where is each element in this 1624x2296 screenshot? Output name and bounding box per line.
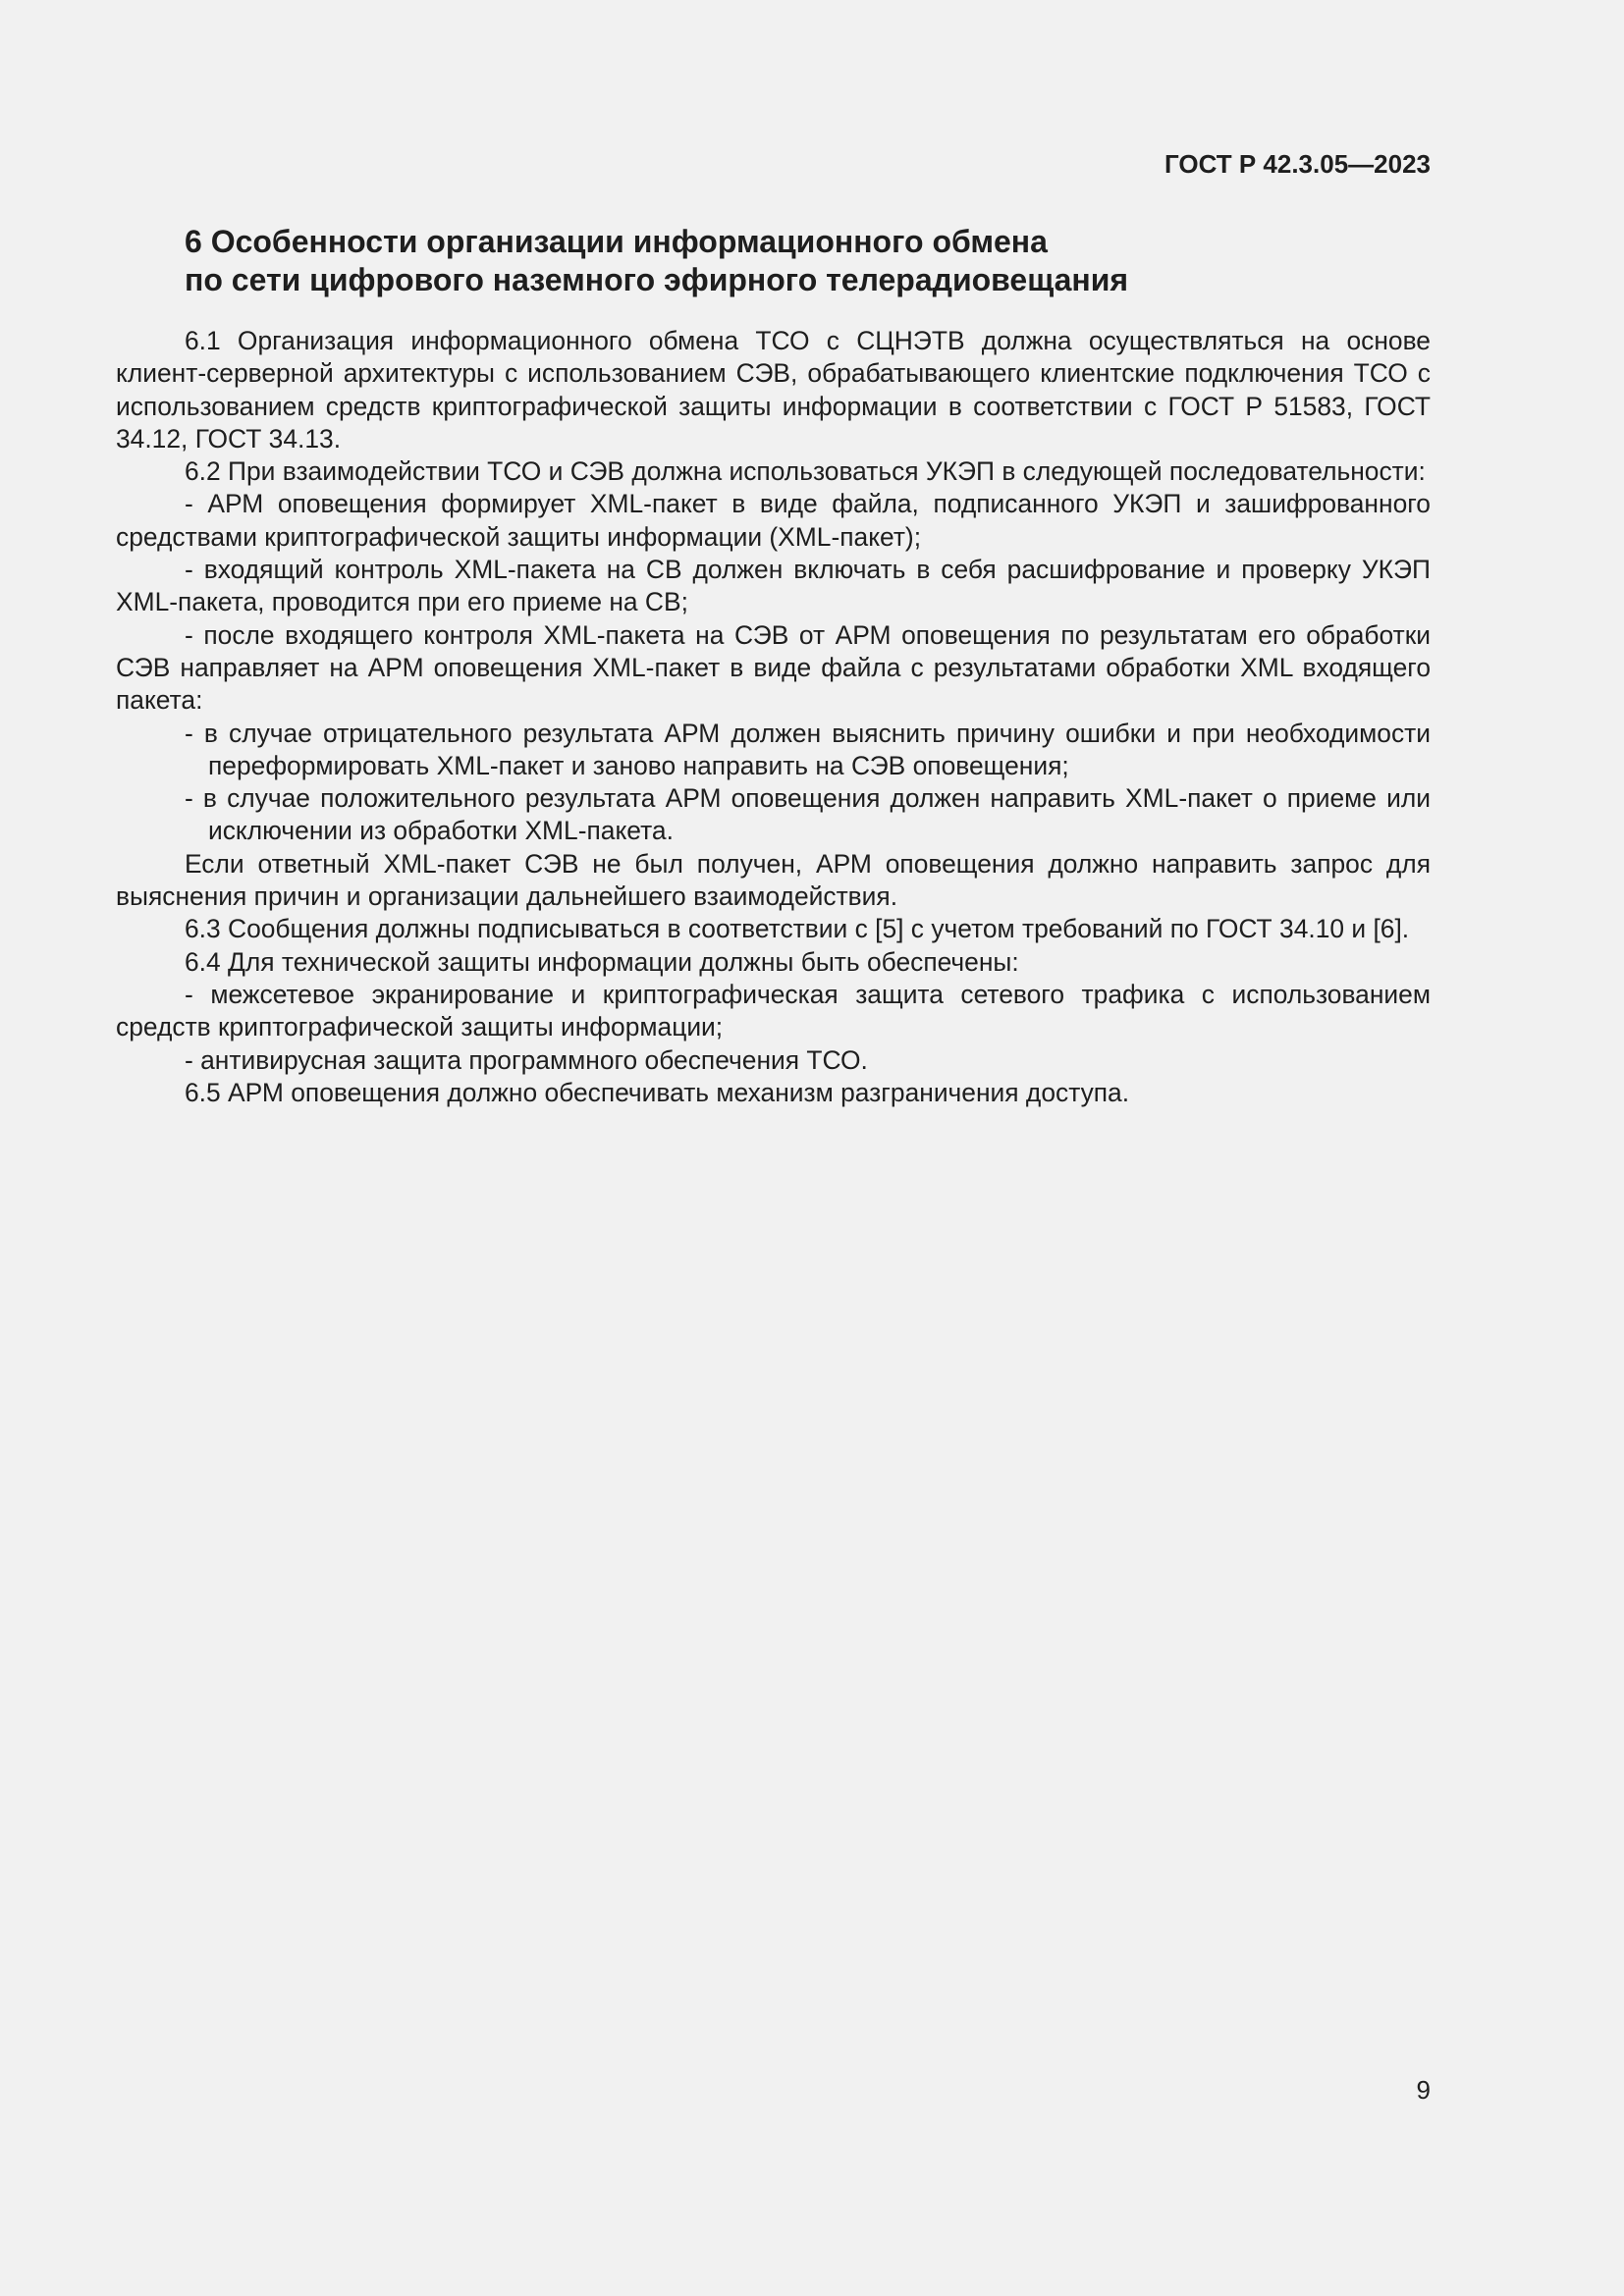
list-item: - после входящего контроля XML-пакета на СЭВ от АРМ оповещения по результатам его обработки СЭВ направляет на АРМ оповещения XML-пакет в виде файла с результатами обработки XML входящего пакета: — [116, 619, 1431, 716]
list-item: - входящий контроль XML-пакета на СВ должен включать в себя расшифрование и проверку УКЭП XML-пакета, проводится при его приеме на СВ; — [116, 555, 1431, 617]
paragraph-6-1: 6.1 Организация информационного обмена ТСО с СЦНЭТВ должна осуществляться на основе клиент-серверной архитектуры с использованием СЭВ, обрабатывающего клиентские подключения ТСО с использованием средств криптографической защиты информации в соответствии с ГОСТ Р 51583, ГОСТ 34.12, ГОСТ 34.13. — [116, 326, 1431, 454]
list-item: - антивирусная защита программного обеспечения ТСО. — [185, 1044, 868, 1075]
paragraph-6-3: 6.3 Сообщения должны подписываться в соответствии с [5] с учетом требований по ГОСТ 34.10 и [6]. — [185, 914, 1410, 944]
section-body — [116, 325, 1431, 1109]
section-title-line-1: 6 Особенности организации информационного обмена — [185, 224, 1048, 259]
standard-code-header: ГОСТ Р 42.3.05—2023 — [1164, 149, 1431, 179]
sub-list-item: - в случае отрицательного результата АРМ должен выяснить причину ошибки и при необходимости переформировать XML-пакет и заново направить на СЭВ оповещения; — [185, 718, 1431, 780]
list-item: - АРМ оповещения формирует XML-пакет в виде файла, подписанного УКЭП и зашифрованного средствами криптографической защиты информации (XML-пакет); — [116, 489, 1431, 552]
paragraph-6-2-note: Если ответный XML-пакет СЭВ не был получен, АРМ оповещения должно направить запрос для выяснения причин и организации дальнейшего взаимодействия. — [116, 848, 1431, 912]
paragraph-6-2: 6.2 При взаимодействии ТСО и СЭВ должна использоваться УКЭП в следующей последовательности: — [185, 456, 1426, 487]
sub-list-item: - в случае положительного результата АРМ оповещения должен направить XML-пакет о приеме или исключении из обработки XML-пакета. — [185, 783, 1431, 846]
section-title — [185, 223, 1265, 299]
page-number: 9 — [1416, 2075, 1431, 2105]
paragraph-6-4: 6.4 Для технической защиты информации должны быть обеспечены: — [185, 946, 1019, 977]
paragraph-6-5: 6.5 АРМ оповещения должно обеспечивать механизм разграничения доступа. — [185, 1077, 1130, 1107]
section-title-line-2: по сети цифрового наземного эфирного телерадиовещания — [185, 262, 1129, 297]
list-item: - межсетевое экранирование и криптографическая защита сетевого трафика с использованием средств криптографической защиты информации; — [116, 979, 1431, 1042]
